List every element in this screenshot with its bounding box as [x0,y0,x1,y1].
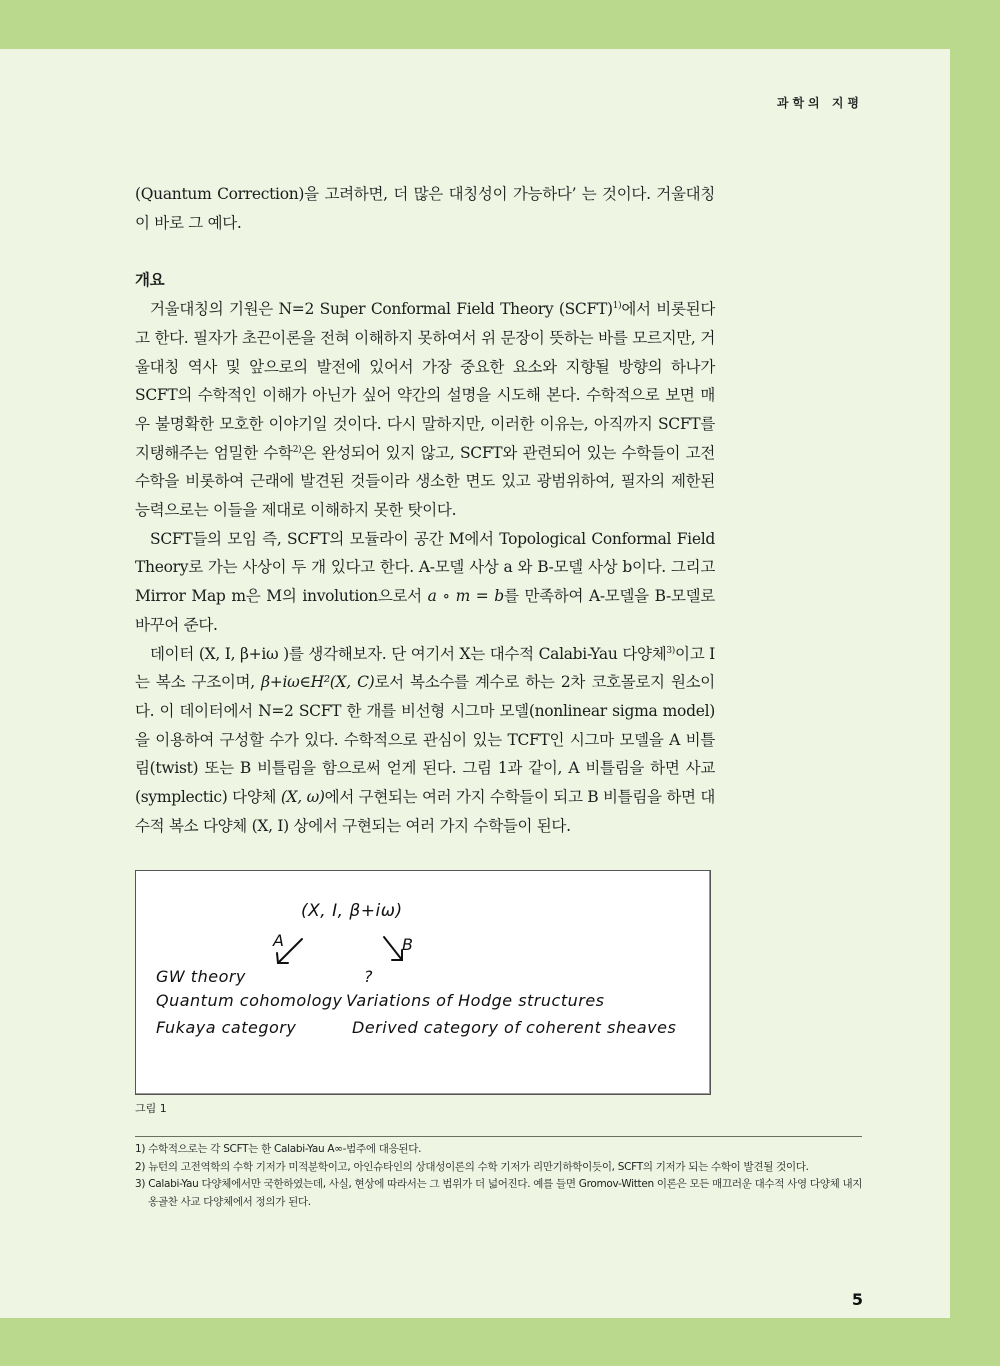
footnote-1: 1) 수학적으로는 각 SCFT는 한 Calabi-Yau A∞-범주에 대응된다. [135,1143,422,1155]
paragraph-data [135,640,715,841]
text-run: 데이터 (X, I, β+iω )를 생각해보자. 단 여기서 X는 대수적 Calabi-Yau 다양체 [150,644,667,663]
article-body [135,180,715,840]
figure-caption: 그림 1 [135,1102,167,1115]
footnote-ref-1[interactable]: 1) [612,300,622,311]
right-item-hodge-structures: Variations of Hodge structures [346,991,605,1010]
text-run: 은 완성되어 있지 않고, SCFT와 관련되어 있는 수학들이 고전 수학을 비롯하여 근래에 발견된 것들이라 생소한 면도 있고 광범위하여, 필자의 제한된 능력으로는 이들을 제대로 이해하지 못한 탓이다. [135,443,715,520]
section-heading: 개요 [135,271,165,290]
footnote-2: 2) 뉴턴의 고전역학의 수학 기저가 미적분학이고, 아인슈타인의 상대성이론의 수학 기저가 리만기하학이듯이, SCFT의 기저가 되는 수학이 발견될 것이다. [135,1160,809,1173]
math-expression: a ∘ m = b [427,587,504,606]
running-head: 과학의 지평 [776,96,863,110]
spacer [135,237,715,266]
left-item-fukaya-category: Fukaya category [156,1018,297,1037]
paragraph-moduli [135,525,715,640]
footnotes [135,1141,865,1211]
footnote-ref-3[interactable]: 3) [666,645,676,656]
arrow-b-label: B [402,935,414,954]
text-run: 를 만족하여 A-모델을 B-모델로 바꾸어 준다. [135,587,715,634]
text-run: 거울대칭의 기원은 N=2 Super Conformal Field Theory (SCFT) [150,300,613,319]
math-expression: (X, ω) [280,788,325,807]
left-item-quantum-cohomology: Quantum cohomology [156,991,343,1010]
text-run: 이고 I는 복소 구조이며, [135,644,715,692]
figure-top-label: (X, I, β+iω) [301,901,403,921]
text-run: 에서 구현되는 여러 가지 수학들이 되고 B 비틀림을 하면 대수적 복소 다양체 (X, I) 상에서 구현되는 여러 가지 수학들이 된다. [135,788,715,835]
right-item-unknown: ? [364,967,373,986]
paragraph-origin [135,295,715,525]
footnote-ref-2[interactable]: 2) [292,444,302,455]
math-expression: β+iω∈H²(X, C) [261,673,375,692]
footnote-3: 3) Calabi-Yau 다양체에서만 국한하였는데, 사실, 현상에 따라서는 그 범위가 더 넓어진다. 예를 들면 Gromov-Witten 이론은 모든 매끄러운 대수적 사영 다양체 내지 옹골찬 사교 다양체에서 정의가 된다. [135,1178,863,1208]
page-number: 5 [851,1290,863,1309]
text-run: 에서 비롯된다고 한다. 필자가 초끈이론을 전혀 이해하지 못하여서 위 문장이 뜻하는 바를 모르지만, 거울대칭 역사 및 앞으로의 발전에 있어서 가장 중요한 요소와 지향될 방향의 하나가 SCFT의 수학적인 이해가 아닌가 싶어 약간의 설명을 시도해 본다. 수학적으로 보면 매우 불명확한 모호한 이야기일 것이다. 다시 말하지만, 이러한 이유는, 아직까지 SCFT를 지탱해주는 엄밀한 수학 [135,300,715,462]
arrow-a-label: A [273,931,285,950]
left-item-gw-theory: GW theory [156,967,246,986]
text-run: 로서 복소수를 계수로 하는 2차 코호몰로지 원소이다. 이 데이터에서 N=2 SCFT 한 개를 비선형 시그마 모델(nonlinear sigma model)을 이용하여 구성할 수가 있다. 수학적으로 관심이 있는 TCFT인 시그마 모델을 A 비틀림(twist) 또는 B 비틀림을 함으로써 얻게 된다. 그림 1과 같이, A 비틀림을 하면 사교(symplectic) 다양체 [135,673,715,807]
footnote-divider [135,1136,862,1137]
figure-1 [135,870,711,1095]
right-item-derived-category: Derived category of coherent sheaves [352,1018,677,1037]
text-run: SCFT들의 모임 즉, SCFT의 모듈라이 공간 M에서 Topological Conformal Field Theory로 가는 사상이 두 개 있다고 한다. A-모델 사상 a 와 B-모델 사상 b이다. 그리고 Mirror Map m은 M의 involution으로서 [135,529,715,606]
intro-paragraph: (Quantum Correction)을 고려하면, 더 많은 대칭성이 가능하다’ 는 것이다. 거울대칭이 바로 그 예다. [135,185,715,232]
